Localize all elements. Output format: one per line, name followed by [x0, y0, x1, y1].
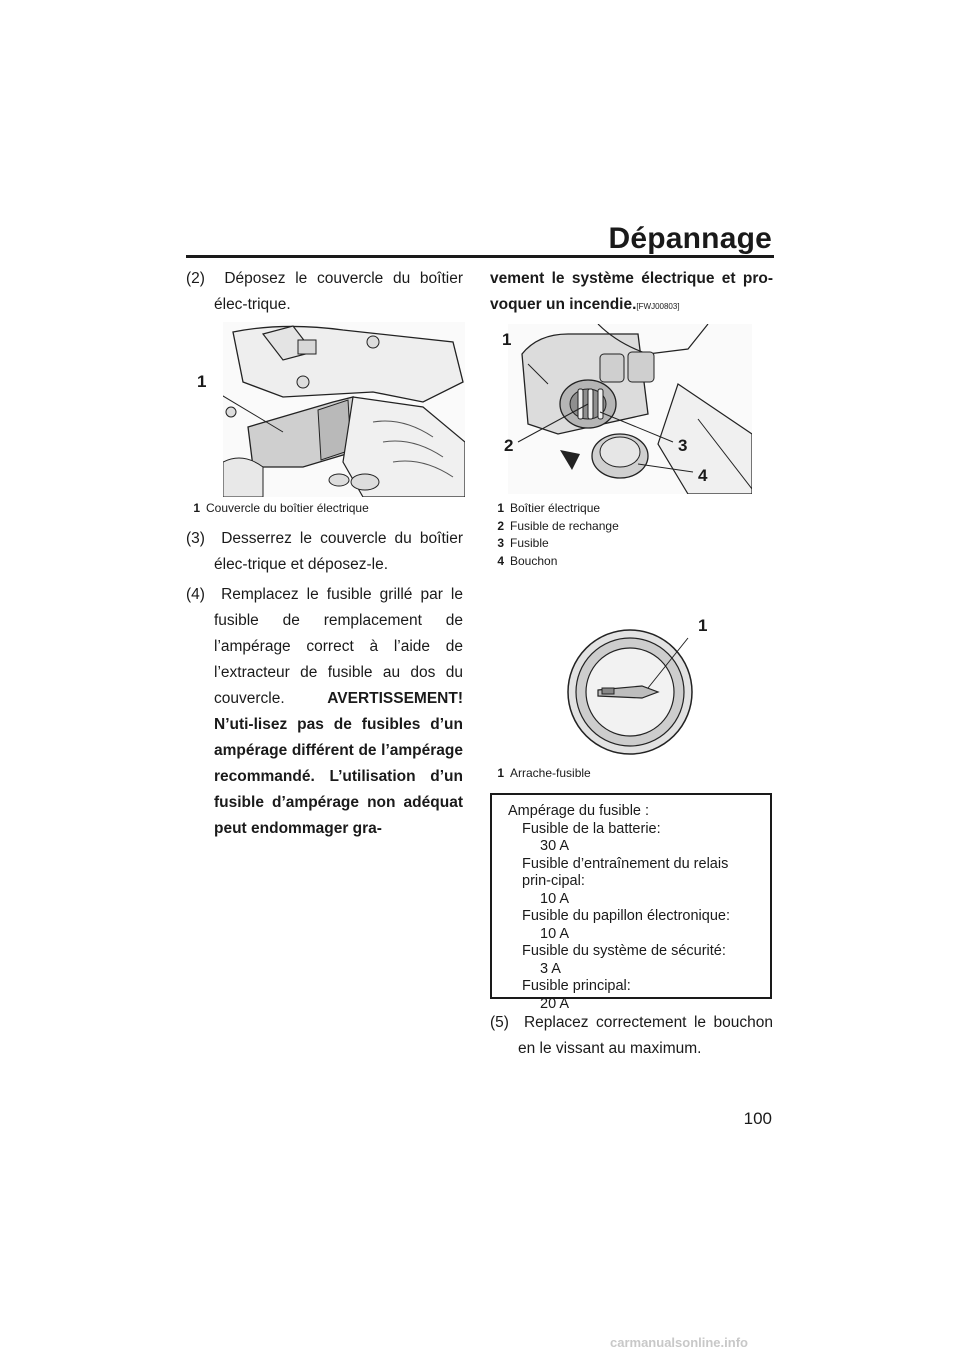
step-4-text: Remplacez le fusible grillé par le fusible de remplacement de l’ampérage correct à l’aide de l’extracteur de fusible au dos du couvercle.	[214, 586, 463, 707]
step-5-number: (5)	[490, 1014, 509, 1031]
fuse-puller-illustration	[560, 612, 710, 762]
warning-reference: [FWJ00803]	[636, 302, 680, 311]
step-5	[490, 1010, 773, 1062]
spec-item-1-label: Fusible de la batterie:	[522, 820, 661, 837]
figure1-caption	[186, 500, 466, 518]
right-column-bottom	[490, 1010, 773, 1066]
figure2-caption-2	[490, 518, 770, 536]
page-title: Dépannage	[608, 222, 772, 255]
figure1-caption-number: 1	[193, 501, 200, 515]
step-3-text: Desserrez le couvercle du boîtier élec-trique et déposez-le.	[214, 530, 463, 573]
step-2-number: (2)	[186, 270, 205, 287]
step-4	[186, 582, 463, 842]
figure1-callout-1: 1	[197, 372, 207, 391]
figure3-caption	[490, 765, 770, 783]
spec-item-4-label: Fusible du système de sécurité:	[522, 943, 726, 959]
figure2-caption-3-number: 3	[497, 536, 504, 550]
figure2-callout-2: 2	[504, 436, 514, 455]
electrical-box-cover-illustration	[223, 322, 465, 497]
left-column-top	[186, 266, 463, 322]
figure2-callout-1: 1	[502, 330, 512, 349]
spec-item-2-value: 10 A	[540, 890, 570, 907]
page-number: 100	[743, 1109, 772, 1128]
step-5-text: Replacez correctement le bouchon en le vissant au maximum.	[518, 1014, 773, 1057]
figure2-caption-1-text: Boîtier électrique	[510, 501, 601, 515]
spec-item-2-label: Fusible d’entraînement du relais prin-cipal:	[522, 855, 729, 889]
step-4-number: (4)	[186, 586, 205, 603]
figure2-caption-1	[490, 500, 770, 518]
electrical-box-illustration	[508, 324, 752, 494]
figure2-caption	[490, 500, 770, 570]
figure3-callout-1: 1	[698, 616, 708, 635]
spec-item-5-label: Fusible principal:	[522, 978, 631, 994]
figure2-caption-4-text: Bouchon	[510, 553, 558, 568]
spec-item-1-value: 30 A	[540, 838, 570, 854]
step-4-warning: AVERTISSEMENT! N’uti-lisez pas de fusibles d’un ampérage différent de l’ampérage recommandé. L’utilisation d’un fusible d’ampérage non adéquat peut endommager gra-	[214, 690, 463, 837]
spec-item-4-value: 3 A	[540, 960, 561, 977]
warning-continuation-text: vement le système électrique et pro-voquer un incendie.	[490, 270, 773, 313]
spec-item-3-value: 10 A	[540, 925, 570, 942]
step-2-text: Déposez le couvercle du boîtier élec-trique.	[214, 270, 463, 313]
figure2-callout-4: 4	[698, 466, 708, 485]
figure2-caption-2-number: 2	[497, 518, 504, 533]
figure3-caption-text: Arrache-fusible	[510, 766, 591, 780]
figure-electrical-box-cover	[197, 322, 465, 497]
figure2-caption-2-text: Fusible de rechange	[510, 518, 619, 533]
figure2-caption-4	[490, 553, 770, 571]
header-rule	[186, 255, 774, 258]
step-3-number: (3)	[186, 530, 205, 547]
left-column-bottom	[186, 526, 463, 846]
figure2-caption-3-text: Fusible	[510, 536, 549, 550]
spec-item-3-label: Fusible du papillon électronique:	[522, 908, 730, 924]
spec-heading: Ampérage du fusible :	[508, 803, 650, 819]
figure2-caption-3	[490, 535, 770, 553]
step-3	[186, 526, 463, 578]
step-2	[186, 266, 463, 318]
figure2-caption-1-number: 1	[497, 501, 504, 515]
figure2-callout-3: 3	[678, 436, 688, 455]
figure-fuse-puller	[560, 612, 710, 762]
fuse-amperage-spec-box	[490, 793, 772, 1012]
figure-electrical-box	[502, 324, 752, 494]
figure1-caption-text: Couvercle du boîtier électrique	[206, 501, 369, 515]
warning-continuation	[490, 266, 773, 320]
figure3-caption-number: 1	[497, 766, 504, 780]
watermark: carmanualsonline.info	[610, 1335, 748, 1350]
figure2-caption-4-number: 4	[497, 553, 504, 568]
spec-item-5-value: 20 A	[540, 995, 570, 1012]
right-column-top	[490, 266, 773, 324]
